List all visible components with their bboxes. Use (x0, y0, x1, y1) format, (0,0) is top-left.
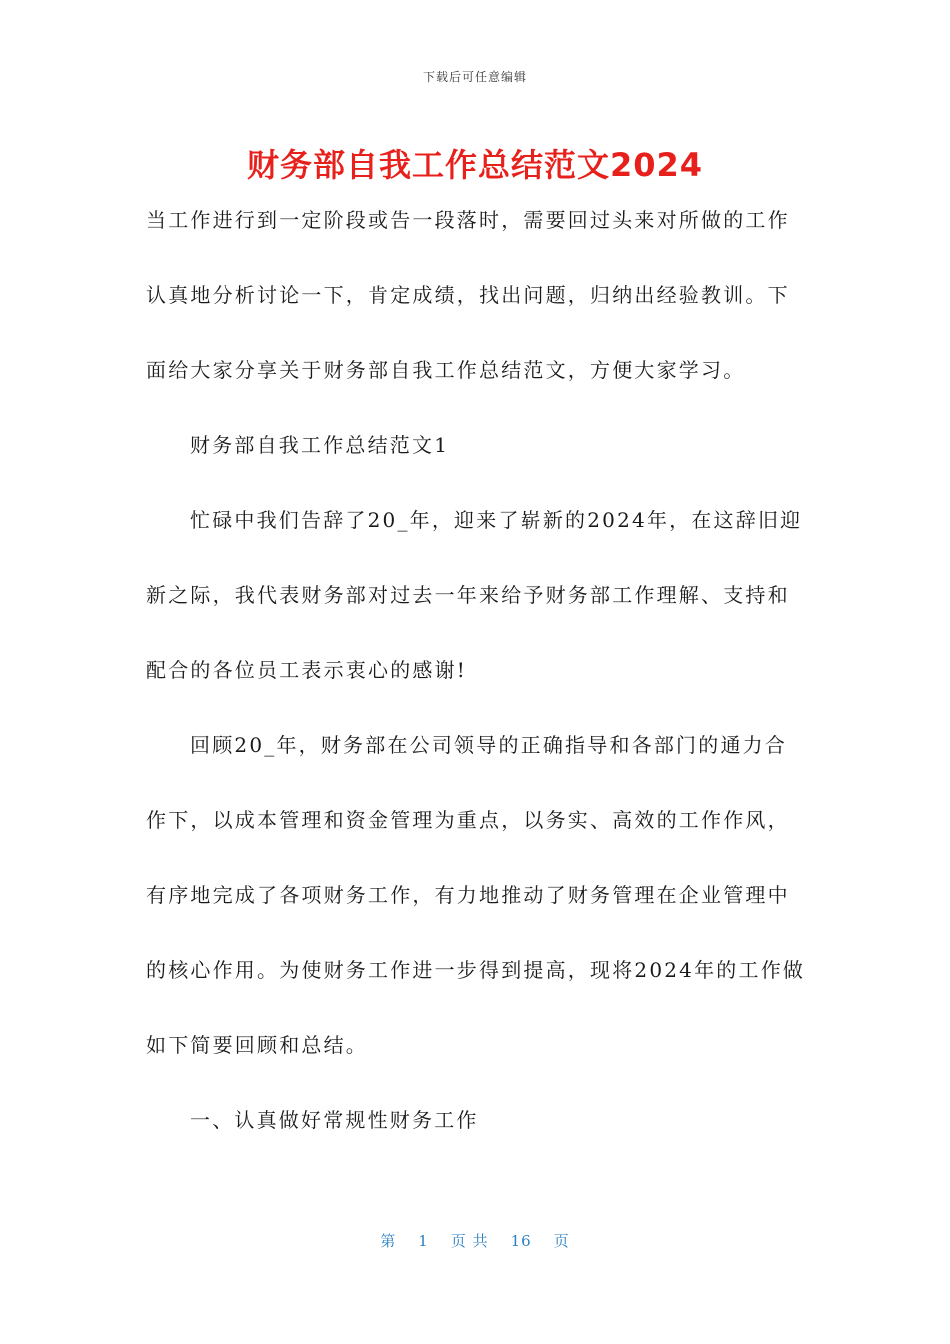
footer-ye: 页 (553, 1232, 570, 1250)
paragraph-line: 作下，以成本管理和资金管理为重点，以务实、高效的工作作风， (146, 808, 790, 832)
paragraph-line: 新之际，我代表财务部对过去一年来给予财务部工作理解、支持和 (146, 583, 790, 607)
paragraph-line: 认真地分析讨论一下，肯定成绩，找出问题，归纳出经验教训。下 (146, 283, 790, 307)
document-title: 财务部自我工作总结范文2024 (246, 146, 704, 184)
paragraph-line: 的核心作用。为使财务工作进一步得到提高，现将2024年的工作做 (146, 958, 806, 982)
footer-ye-gong: 页 共 (450, 1232, 489, 1250)
footer-total-pages: 16 (510, 1232, 532, 1250)
paragraph-line: 忙碌中我们告辞了20_年，迎来了崭新的2024年，在这辞旧迎 (190, 508, 803, 532)
footer-di: 第 (380, 1232, 397, 1250)
paragraph-line: 配合的各位员工表示衷心的感谢! (146, 658, 468, 682)
paragraph-line: 有序地完成了各项财务工作，有力地推动了财务管理在企业管理中 (146, 883, 790, 907)
footer-page-number: 1 (418, 1232, 429, 1250)
page-footer (0, 1230, 950, 1251)
paragraph-line: 如下简要回顾和总结。 (146, 1033, 368, 1057)
paragraph-line: 回顾20_年，财务部在公司领导的正确指导和各部门的通力合 (190, 733, 788, 757)
header-note: 下载后可任意编辑 (422, 70, 527, 84)
section-heading: 一、认真做好常规性财务工作 (190, 1108, 479, 1132)
paragraph-line: 当工作进行到一定阶段或告一段落时，需要回过头来对所做的工作 (146, 208, 790, 232)
paragraph-line: 面给大家分享关于财务部自我工作总结范文，方便大家学习。 (146, 358, 746, 382)
section-heading: 财务部自我工作总结范文1 (190, 433, 450, 457)
